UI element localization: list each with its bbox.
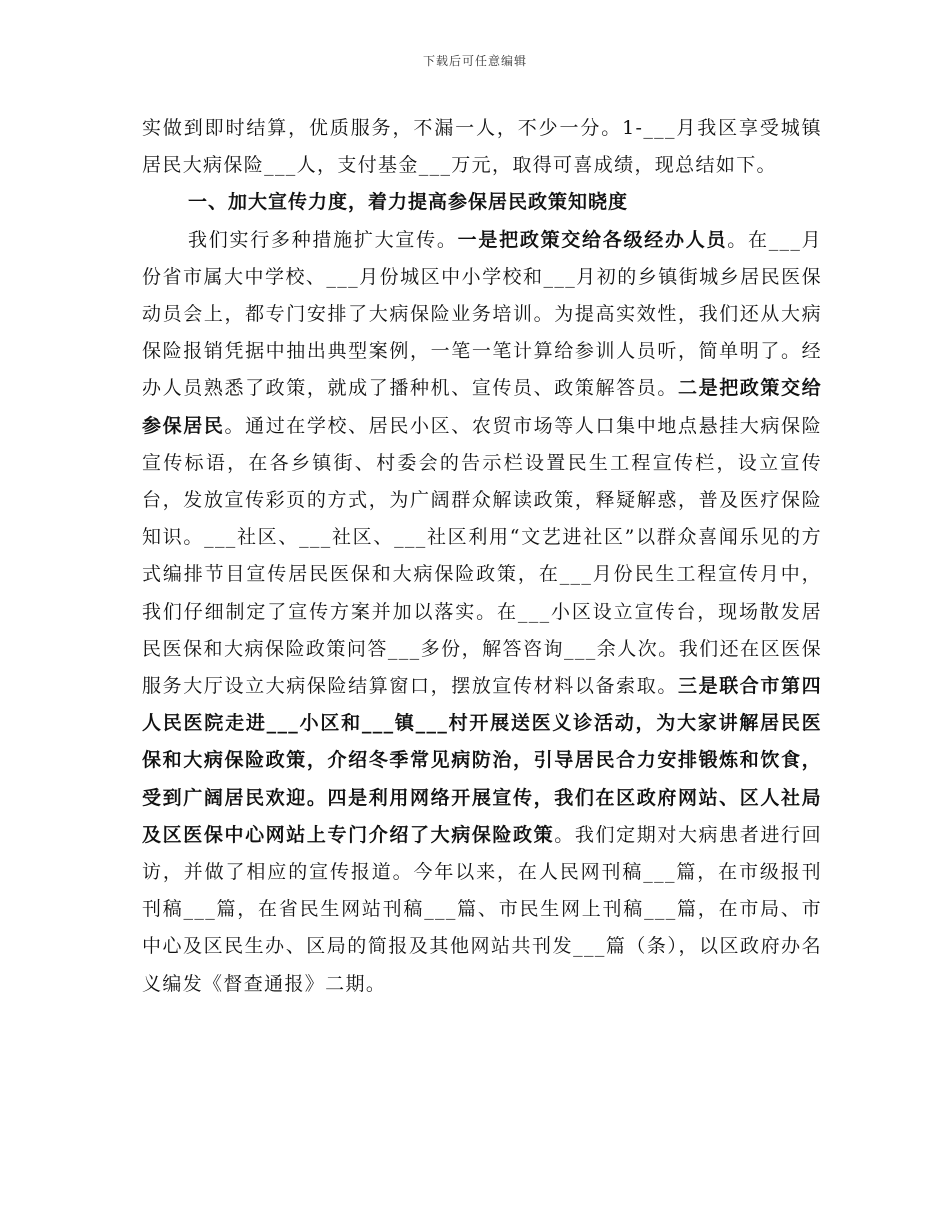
header-text: 下载后可任意编辑 [422,54,527,68]
paragraph-text: 。通过在学校、居民小区、农贸市场等人口集中地点悬挂大病保险宣传标语，在各乡镇街、村委会的告示栏设置民生工程宣传栏，设立宣传台，发放宣传彩页的方式，为广阔群众解读政策，释疑解惑，普及医疗保险知识。___社区、___社区、___社区利用“文艺进社区”以群众喜闻乐见的方式编排节目宣传居民医保和大病保险政策，在___月份民生工程宣传月中，我们仔细制定了宣传方案并加以落实。在___小区设立宣传台，现场散发居民医保和大病保险政策问答___多份，解答咨询___余人次。我们还在区医保服务大厅设立大病保险结算窗口，摆放宣传材料以备索取。 [142,414,823,698]
section-heading: 一、加大宣传力度，着力提高参保居民政策知晓度 [188,191,629,214]
bold-point-two: 二是把政策交给参保居民 [142,377,823,437]
bold-point-three-four: 三是联合市第四人民医院走进___小区和___镇___村开展送医义诊活动，为大家讲解居民医保和大病保险政策，介绍冬季常见病防治，引导居民合力安排锻炼和饮食，受到广阔居民欢迎。四是利用网络开展宣传，我们在区政府网站、区人社局及区医保中心网站上专门介绍了大病保险政策 [142,675,823,846]
paragraph-text: 我们实行多种措施扩大宣传。 [188,228,458,251]
paragraph-intro: 实做到即时结算，优质服务，不漏一人，不少一分。1-___月我区享受城镇居民大病保险___人，支付基金___万元，取得可喜成绩，现总结如下。 [142,117,822,177]
paragraph-publicity [142,222,822,1003]
bold-point-one: 一是把政策交给各级经办人员 [457,228,728,251]
page-header [0,52,950,69]
paragraph-text: 。在___月份省市属大中学校、___月份城区中小学校和___月初的乡镇街城乡居民医保动员会上，都专门安排了大病保险业务培训。为提高实效性，我们还从大病保险报销凭据中抽出典型案例，一笔一笔计算给参训人员听，简单明了。经办人员熟悉了政策，就成了播种机、宣传员、政策解答员。 [142,228,822,400]
document-body [142,110,822,1003]
paragraph-text: 。我们定期对大病患者进行回访，并做了相应的宣传报道。今年以来，在人民网刊稿___篇，在市级报刊刊稿___篇，在省民生网站刊稿___篇、市民生网上刊稿___篇，在市局、市中心及区民生办、区局的简报及其他网站共刊发___篇（条），以区政府办名义编发《督查通报》二期。 [142,823,822,995]
